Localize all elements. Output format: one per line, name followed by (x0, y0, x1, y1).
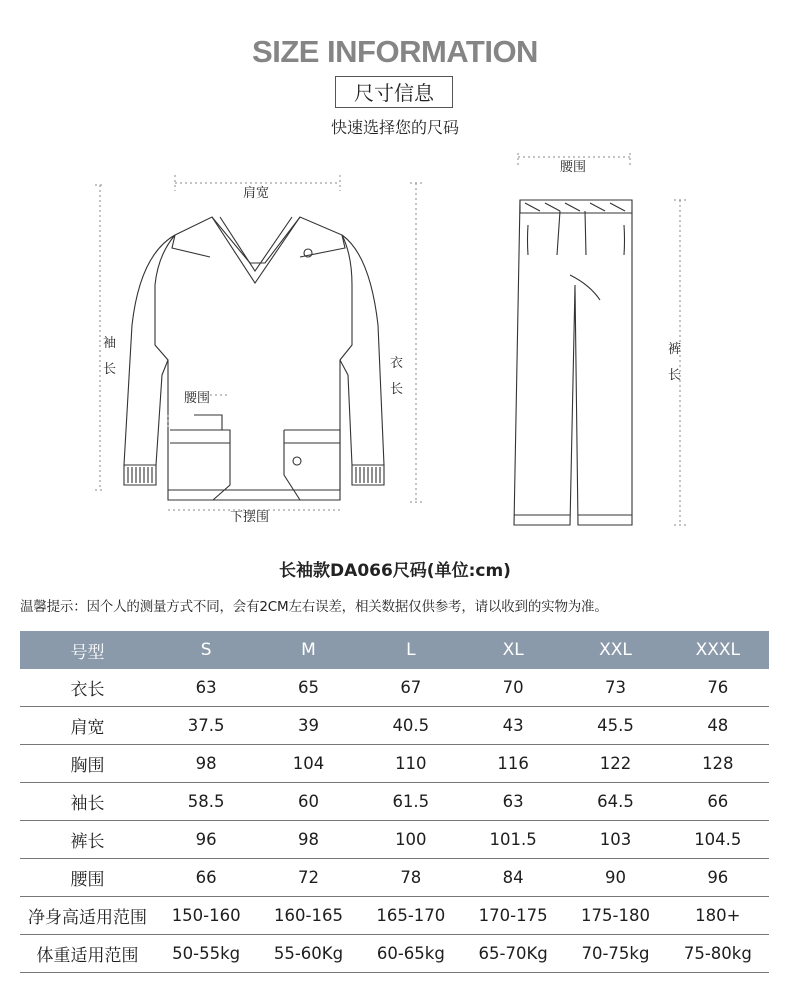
table-cell: 90 (564, 859, 666, 897)
table-cell: 66 (155, 859, 257, 897)
table-row (20, 669, 769, 707)
table-cell: 60 (257, 783, 359, 821)
row-label: 裤长 (20, 821, 155, 859)
table-cell: 72 (257, 859, 359, 897)
tagline: 快速选择您的尺码 (330, 118, 459, 137)
pants-illustration (514, 200, 632, 525)
row-label: 净身高适用范围 (20, 897, 155, 935)
table-cell: 170-175 (462, 897, 564, 935)
table-cell: 100 (360, 821, 462, 859)
row-label: 胸围 (20, 745, 155, 783)
table-cell: 73 (564, 669, 666, 707)
model-title: 长袖款DA066尺码(单位:cm) (279, 561, 511, 581)
table-cell: 128 (667, 745, 769, 783)
table-cell: 66 (667, 783, 769, 821)
table-cell: 64.5 (564, 783, 666, 821)
table-cell: 101.5 (462, 821, 564, 859)
table-cell: 70 (462, 669, 564, 707)
table-cell: 122 (564, 745, 666, 783)
table-cell: 37.5 (155, 707, 257, 745)
table-cell: 110 (360, 745, 462, 783)
row-label: 肩宽 (20, 707, 155, 745)
label-hem: 下摆围 (230, 510, 270, 525)
table-cell: 70-75kg (564, 935, 666, 973)
table-cell: 45.5 (564, 707, 666, 745)
header-size: XXL (564, 631, 666, 669)
table-row (20, 745, 769, 783)
table-cell: 76 (667, 669, 769, 707)
table-cell: 58.5 (155, 783, 257, 821)
table-cell: 67 (360, 669, 462, 707)
table-row (20, 859, 769, 897)
table-cell: 96 (667, 859, 769, 897)
table-cell: 96 (155, 821, 257, 859)
table-cell: 175-180 (564, 897, 666, 935)
table-cell: 60-65kg (360, 935, 462, 973)
shirt-illustration (124, 217, 384, 500)
page-title: SIZE INFORMATION (252, 34, 538, 69)
label-pants-waist: 腰围 (560, 160, 587, 175)
table-cell: 98 (257, 821, 359, 859)
table-cell: 39 (257, 707, 359, 745)
table-cell: 65 (257, 669, 359, 707)
table-cell: 61.5 (360, 783, 462, 821)
table-cell: 65-70Kg (462, 935, 564, 973)
table-row (20, 783, 769, 821)
label-sleeve-length: 袖长 (103, 336, 117, 377)
table-cell: 165-170 (360, 897, 462, 935)
label-waist-top: 腰围 (184, 391, 211, 406)
table-cell: 150-160 (155, 897, 257, 935)
table-cell: 160-165 (257, 897, 359, 935)
table-row (20, 821, 769, 859)
table-cell: 43 (462, 707, 564, 745)
table-cell: 75-80kg (667, 935, 769, 973)
table-cell: 48 (667, 707, 769, 745)
table-cell: 103 (564, 821, 666, 859)
row-label: 腰围 (20, 859, 155, 897)
table-row (20, 897, 769, 935)
table-cell: 84 (462, 859, 564, 897)
label-garment-length: 衣长 (390, 356, 404, 397)
table-cell: 63 (462, 783, 564, 821)
row-label: 袖长 (20, 783, 155, 821)
header-size: L (360, 631, 462, 669)
table-cell: 50-55kg (155, 935, 257, 973)
table-cell: 180+ (667, 897, 769, 935)
table-cell: 104 (257, 745, 359, 783)
header-size: M (257, 631, 359, 669)
size-table (20, 631, 769, 973)
table-cell: 55-60Kg (257, 935, 359, 973)
row-label: 体重适用范围 (20, 935, 155, 973)
table-cell: 63 (155, 669, 257, 707)
header-size: S (155, 631, 257, 669)
subtitle-box: 尺寸信息 (335, 76, 453, 108)
table-row (20, 935, 769, 973)
table-cell: 116 (462, 745, 564, 783)
table-cell: 40.5 (360, 707, 462, 745)
header-label: 号型 (20, 631, 155, 669)
row-label: 衣长 (20, 669, 155, 707)
size-diagram (0, 145, 790, 535)
table-cell: 98 (155, 745, 257, 783)
table-row (20, 707, 769, 745)
table-header-row (20, 631, 769, 669)
label-shoulder-width: 肩宽 (243, 186, 270, 201)
header-size: XXXL (667, 631, 769, 669)
notice-text: 温馨提示：因个人的测量方式不同，会有2CM左右误差，相关数据仅供参考，请以收到的实物为准。 (20, 599, 608, 615)
table-cell: 78 (360, 859, 462, 897)
table-cell: 104.5 (667, 821, 769, 859)
header-size: XL (462, 631, 564, 669)
label-pants-length: 裤长 (668, 342, 682, 383)
